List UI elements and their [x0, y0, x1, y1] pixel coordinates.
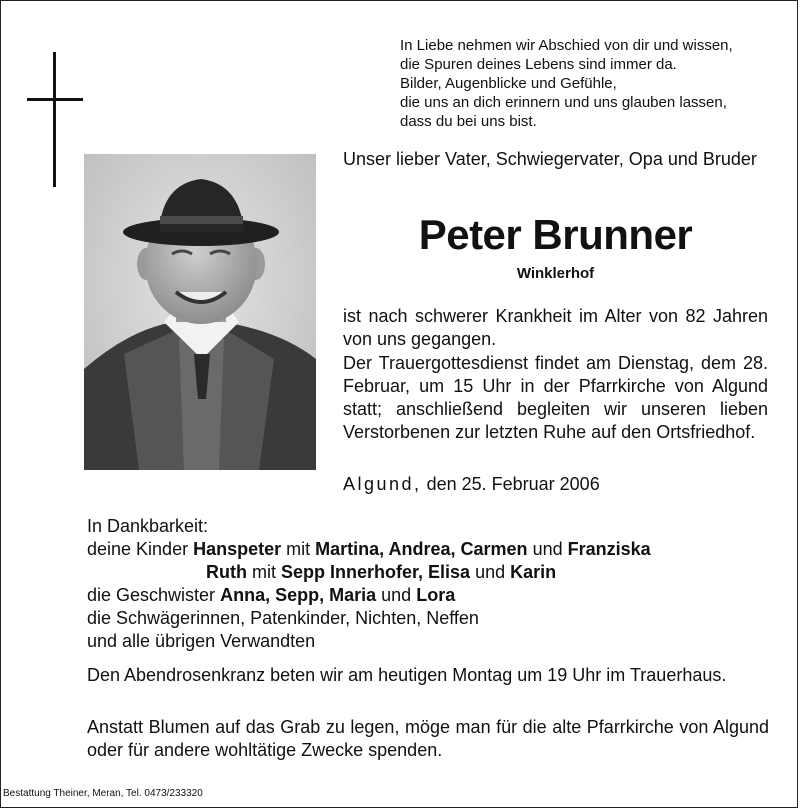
- funeral-home-footer: Bestattung Theiner, Meran, Tel. 0473/233320: [3, 788, 203, 799]
- child-name: Hanspeter: [193, 539, 282, 559]
- verse-line: Bilder, Augenblicke und Gefühle,: [400, 75, 617, 92]
- notice-date: den 25. Februar 2006: [426, 474, 600, 494]
- intro-text: Unser lieber Vater, Schwiegervater, Opa und Bruder: [343, 149, 757, 169]
- siblings-prefix: die Geschwister: [87, 585, 216, 605]
- rosary-paragraph: Den Abendrosenkranz beten wir am heutigen Montag um 19 Uhr im Trauerhaus.: [87, 665, 727, 685]
- farm-name: Winklerhof: [516, 265, 595, 282]
- verse-line: die uns an dich erinnern und uns glauben lassen,: [400, 94, 727, 111]
- connector: und: [475, 562, 506, 582]
- connector: mit: [252, 562, 276, 582]
- donation-paragraph: Anstatt Blumen auf das Grab zu legen, möge man für die alte Pfarrkirche von Algund oder für andere wohltätige Zwecke spenden.: [87, 717, 769, 760]
- memorial-verse: [400, 36, 780, 131]
- place-name: Algund,: [343, 474, 422, 494]
- relatives-line: und alle übrigen Verwandten: [87, 631, 316, 651]
- mourners-list: [87, 515, 777, 653]
- verse-line: die Spuren deines Lebens sind immer da.: [400, 56, 677, 73]
- mourners-heading: In Dankbarkeit:: [87, 516, 209, 536]
- sibling-names: Anna, Sepp, Maria: [220, 585, 377, 605]
- deceased-name: Peter Brunner: [418, 211, 693, 258]
- connector: und: [381, 585, 412, 605]
- inlaws-line: die Schwägerinnen, Patenkinder, Nichten, Neffen: [87, 608, 479, 628]
- child-name: Ruth: [206, 562, 247, 582]
- children-prefix: deine Kinder: [87, 539, 189, 559]
- partner-names: Martina, Andrea, Carmen: [315, 539, 528, 559]
- cross-icon: [27, 52, 83, 187]
- verse-line: dass du bei uns bist.: [400, 113, 537, 130]
- children-line-1: [87, 538, 777, 561]
- siblings-line: [87, 584, 777, 607]
- child-name: Franziska: [567, 539, 651, 559]
- connector: mit: [286, 539, 311, 559]
- verse-line: In Liebe nehmen wir Abschied von dir und wissen,: [400, 37, 733, 54]
- age-paragraph: ist nach schwerer Krankheit im Alter von 82 Jahren von uns gegangen.: [343, 306, 768, 349]
- connector: und: [532, 539, 563, 559]
- place-and-date: [343, 474, 600, 495]
- sibling-name: Lora: [416, 585, 456, 605]
- child-name: Karin: [510, 562, 557, 582]
- partner-names: Sepp Innerhofer, Elisa: [281, 562, 471, 582]
- portrait-photo: [84, 154, 316, 470]
- children-line-2: [87, 561, 777, 584]
- funeral-service-paragraph: Der Trauergottesdienst findet am Dienstag, dem 28. Februar, um 15 Uhr in der Pfarrkirche von Algund statt; anschließend begleiten wir unseren lieben Verstorbenen zur letzten Ruhe auf den Ortsfriedhof.: [343, 353, 768, 442]
